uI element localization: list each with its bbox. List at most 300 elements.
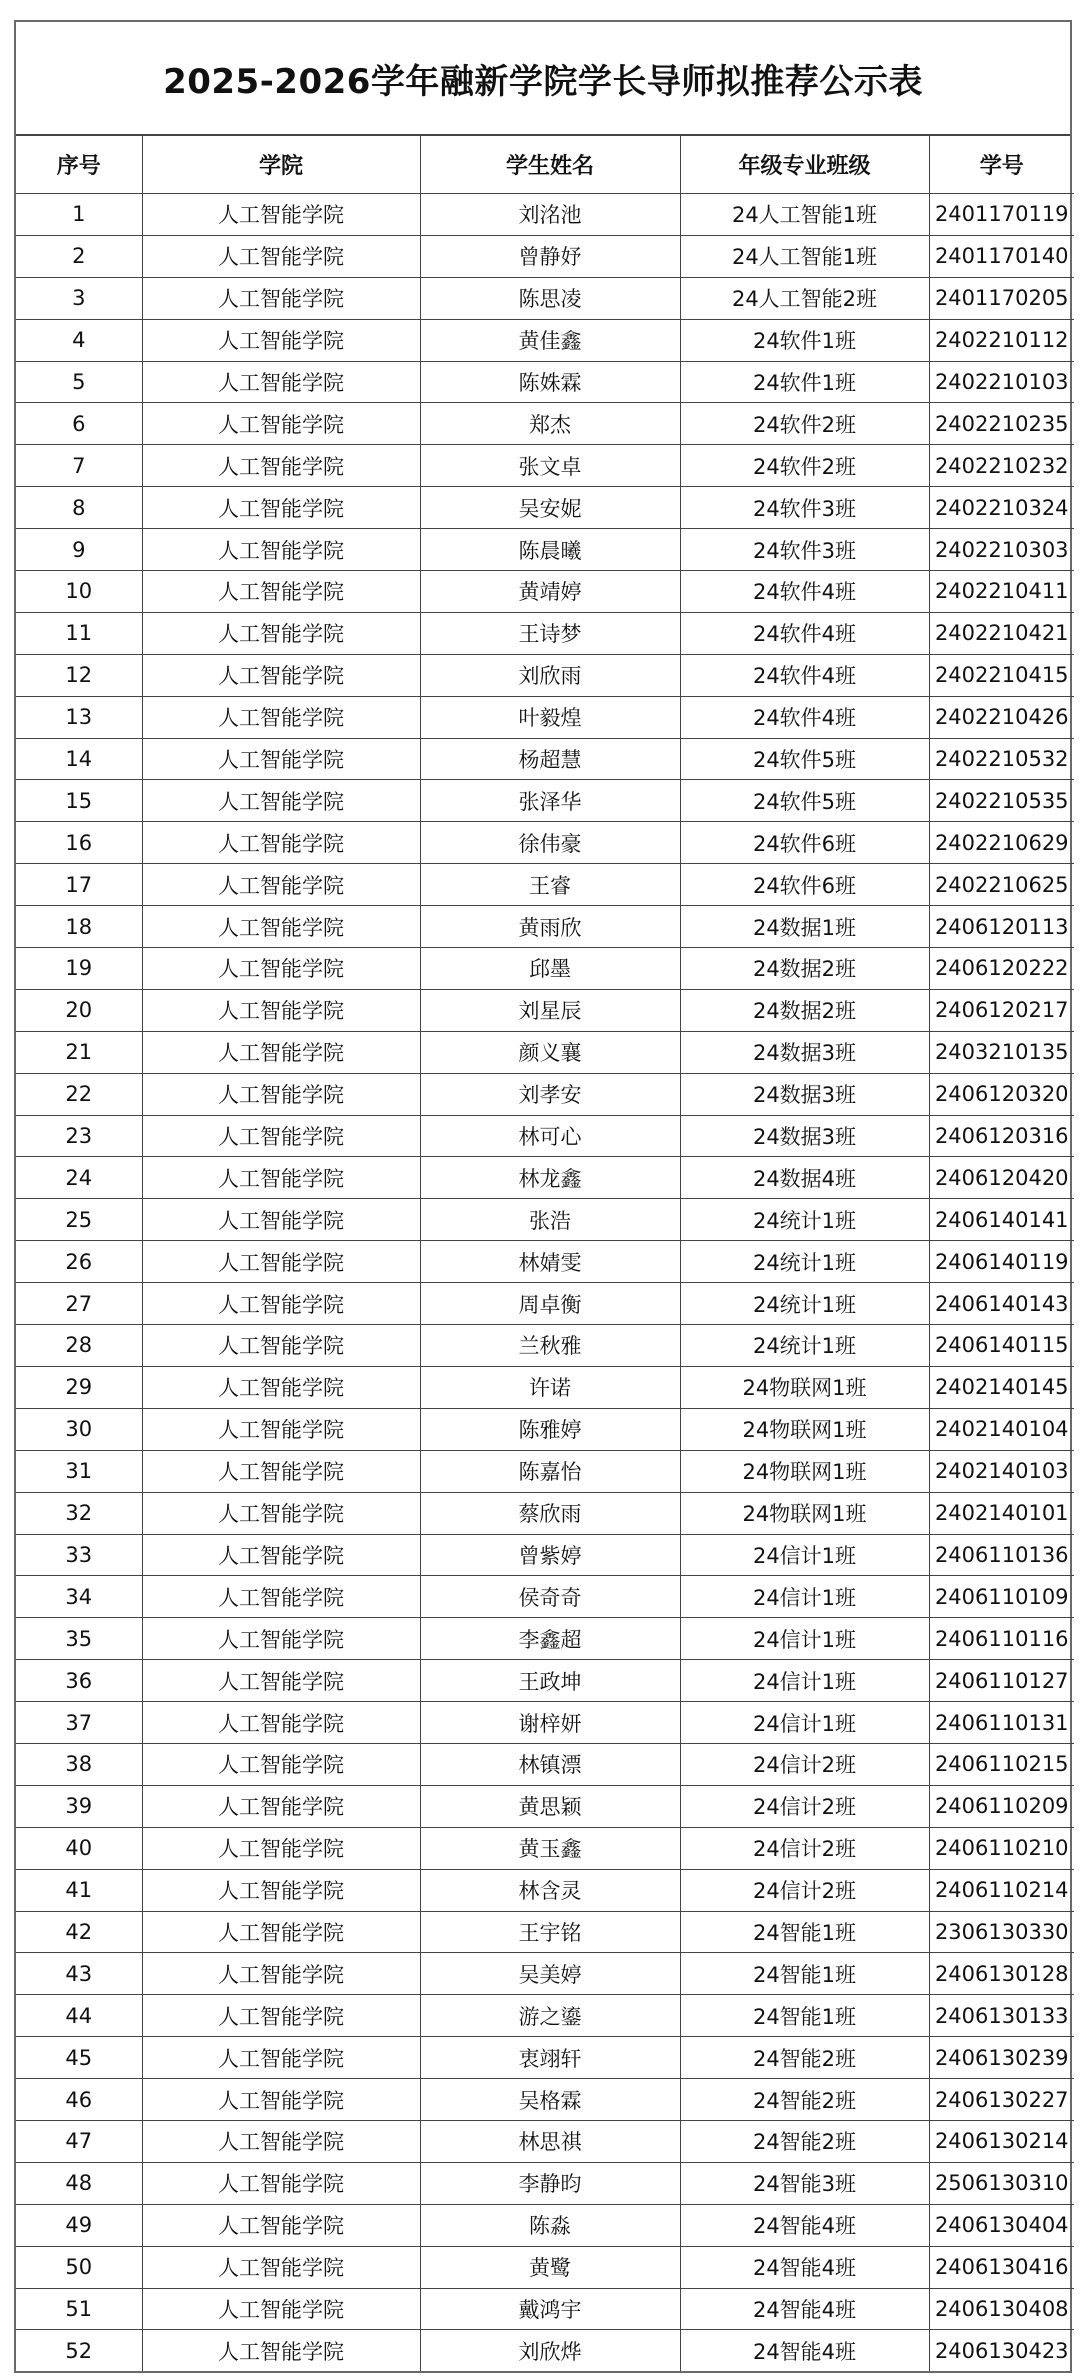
cell-college: 人工智能学院 [142,2288,420,2330]
cell-student-id: 2406120316 [929,1115,1074,1157]
table-row [16,1241,1074,1283]
table-row [16,1450,1074,1492]
cell-name: 王政坤 [420,1660,680,1702]
cell-index: 20 [16,989,142,1031]
table-row [16,277,1074,319]
cell-index: 47 [16,2120,142,2162]
cell-index: 13 [16,696,142,738]
cell-index: 12 [16,654,142,696]
cell-student-id: 2402210112 [929,319,1074,361]
cell-college: 人工智能学院 [142,1534,420,1576]
cell-student-id: 2402210303 [929,529,1074,571]
cell-name: 黄佳鑫 [420,319,680,361]
table-row [16,235,1074,277]
cell-college: 人工智能学院 [142,1366,420,1408]
cell-class: 24软件5班 [680,738,929,780]
cell-college: 人工智能学院 [142,1785,420,1827]
cell-student-id: 2402210535 [929,780,1074,822]
cell-college: 人工智能学院 [142,654,420,696]
cell-college: 人工智能学院 [142,1157,420,1199]
cell-index: 42 [16,1911,142,1953]
table-row [16,612,1074,654]
cell-name: 陈晨曦 [420,529,680,571]
cell-class: 24人工智能1班 [680,235,929,277]
table-row [16,1827,1074,1869]
cell-college: 人工智能学院 [142,696,420,738]
cell-student-id: 2406140141 [929,1199,1074,1241]
cell-college: 人工智能学院 [142,1911,420,1953]
cell-class: 24软件5班 [680,780,929,822]
cell-class: 24数据1班 [680,906,929,948]
cell-college: 人工智能学院 [142,1618,420,1660]
cell-student-id: 2406130404 [929,2204,1074,2246]
table-row [16,1869,1074,1911]
cell-index: 27 [16,1283,142,1325]
table-row [16,1618,1074,1660]
cell-index: 48 [16,2162,142,2204]
cell-index: 41 [16,1869,142,1911]
cell-name: 刘欣烨 [420,2330,680,2371]
cell-college: 人工智能学院 [142,2037,420,2079]
cell-student-id: 2406130214 [929,2120,1074,2162]
table-row [16,2037,1074,2079]
cell-student-id: 2402140104 [929,1408,1074,1450]
cell-name: 林镇漂 [420,1743,680,1785]
cell-name: 黄玉鑫 [420,1827,680,1869]
cell-name: 张浩 [420,1199,680,1241]
cell-class: 24智能4班 [680,2330,929,2371]
cell-college: 人工智能学院 [142,1073,420,1115]
cell-index: 23 [16,1115,142,1157]
cell-index: 36 [16,1660,142,1702]
cell-college: 人工智能学院 [142,1115,420,1157]
cell-index: 16 [16,822,142,864]
table-row [16,445,1074,487]
cell-name: 衷翊轩 [420,2037,680,2079]
cell-index: 37 [16,1702,142,1744]
cell-class: 24智能4班 [680,2288,929,2330]
cell-index: 18 [16,906,142,948]
cell-student-id: 2406120320 [929,1073,1074,1115]
table-row [16,948,1074,990]
cell-class: 24智能2班 [680,2079,929,2121]
header-college: 学院 [142,136,420,194]
cell-college: 人工智能学院 [142,2204,420,2246]
cell-student-id: 2401170205 [929,277,1074,319]
cell-student-id: 2406120420 [929,1157,1074,1199]
cell-student-id: 2406140143 [929,1283,1074,1325]
table-row [16,1157,1074,1199]
table-row [16,2330,1074,2371]
cell-index: 5 [16,361,142,403]
cell-college: 人工智能学院 [142,1869,420,1911]
cell-name: 陈姝霖 [420,361,680,403]
cell-student-id: 2406110136 [929,1534,1074,1576]
cell-index: 32 [16,1492,142,1534]
cell-class: 24智能4班 [680,2204,929,2246]
cell-class: 24数据2班 [680,948,929,990]
cell-class: 24信计2班 [680,1785,929,1827]
cell-index: 19 [16,948,142,990]
cell-class: 24软件1班 [680,319,929,361]
cell-class: 24物联网1班 [680,1450,929,1492]
cell-college: 人工智能学院 [142,1953,420,1995]
cell-name: 叶毅煌 [420,696,680,738]
cell-name: 颜义襄 [420,1031,680,1073]
cell-student-id: 2406110214 [929,1869,1074,1911]
table-row [16,989,1074,1031]
cell-name: 吴美婷 [420,1953,680,1995]
cell-class: 24智能1班 [680,1953,929,1995]
cell-name: 刘欣雨 [420,654,680,696]
cell-college: 人工智能学院 [142,2120,420,2162]
table-row [16,696,1074,738]
cell-student-id: 2402210232 [929,445,1074,487]
cell-index: 49 [16,2204,142,2246]
cell-name: 刘洺池 [420,194,680,236]
cell-index: 21 [16,1031,142,1073]
cell-class: 24信计1班 [680,1702,929,1744]
cell-student-id: 2402210411 [929,571,1074,613]
cell-college: 人工智能学院 [142,989,420,1031]
cell-college: 人工智能学院 [142,319,420,361]
cell-name: 张泽华 [420,780,680,822]
table-row [16,1283,1074,1325]
header-index: 序号 [16,136,142,194]
cell-index: 40 [16,1827,142,1869]
cell-class: 24数据2班 [680,989,929,1031]
cell-student-id: 2402210415 [929,654,1074,696]
cell-college: 人工智能学院 [142,2162,420,2204]
cell-student-id: 2406130423 [929,2330,1074,2371]
cell-index: 29 [16,1366,142,1408]
cell-name: 陈嘉怡 [420,1450,680,1492]
cell-name: 曾紫婷 [420,1534,680,1576]
cell-class: 24物联网1班 [680,1366,929,1408]
cell-index: 4 [16,319,142,361]
cell-student-id: 2406140119 [929,1241,1074,1283]
cell-name: 陈淼 [420,2204,680,2246]
cell-name: 陈思凌 [420,277,680,319]
cell-student-id: 2406130227 [929,2079,1074,2121]
cell-class: 24软件6班 [680,822,929,864]
cell-index: 8 [16,487,142,529]
cell-index: 31 [16,1450,142,1492]
cell-student-id: 2402140145 [929,1366,1074,1408]
cell-name: 徐伟豪 [420,822,680,864]
table-row [16,1660,1074,1702]
table-row [16,1325,1074,1367]
cell-class: 24软件1班 [680,361,929,403]
cell-student-id: 2402140103 [929,1450,1074,1492]
header-student-id: 学号 [929,136,1074,194]
cell-name: 王诗梦 [420,612,680,654]
table-row [16,1115,1074,1157]
cell-name: 蔡欣雨 [420,1492,680,1534]
table-row [16,2120,1074,2162]
cell-index: 6 [16,403,142,445]
cell-class: 24软件2班 [680,403,929,445]
table-body [16,194,1074,2372]
cell-name: 戴鸿宇 [420,2288,680,2330]
cell-student-id: 2402210426 [929,696,1074,738]
cell-college: 人工智能学院 [142,612,420,654]
cell-name: 林婧雯 [420,1241,680,1283]
cell-class: 24人工智能1班 [680,194,929,236]
cell-index: 3 [16,277,142,319]
cell-college: 人工智能学院 [142,1702,420,1744]
cell-index: 15 [16,780,142,822]
cell-index: 34 [16,1576,142,1618]
cell-student-id: 2402210324 [929,487,1074,529]
cell-index: 24 [16,1157,142,1199]
cell-class: 24智能1班 [680,1995,929,2037]
table-row [16,1911,1074,1953]
cell-index: 44 [16,1995,142,2037]
cell-student-id: 2406130408 [929,2288,1074,2330]
cell-student-id: 2406130128 [929,1953,1074,1995]
cell-index: 26 [16,1241,142,1283]
cell-college: 人工智能学院 [142,1450,420,1492]
cell-student-id: 2406130239 [929,2037,1074,2079]
table-row [16,194,1074,236]
cell-student-id: 2403210135 [929,1031,1074,1073]
cell-name: 李静昀 [420,2162,680,2204]
cell-college: 人工智能学院 [142,1576,420,1618]
cell-index: 46 [16,2079,142,2121]
cell-college: 人工智能学院 [142,1199,420,1241]
cell-index: 2 [16,235,142,277]
cell-student-id: 2406120222 [929,948,1074,990]
cell-index: 35 [16,1618,142,1660]
cell-name: 周卓衡 [420,1283,680,1325]
cell-index: 52 [16,2330,142,2371]
cell-college: 人工智能学院 [142,1995,420,2037]
table-row [16,822,1074,864]
cell-class: 24统计1班 [680,1283,929,1325]
cell-college: 人工智能学院 [142,445,420,487]
cell-name: 吴格霖 [420,2079,680,2121]
table-row [16,1702,1074,1744]
cell-name: 林可心 [420,1115,680,1157]
cell-class: 24智能1班 [680,1911,929,1953]
cell-name: 吴安妮 [420,487,680,529]
cell-class: 24软件3班 [680,529,929,571]
table-row [16,1073,1074,1115]
cell-name: 陈雅婷 [420,1408,680,1450]
cell-index: 43 [16,1953,142,1995]
cell-student-id: 2402210421 [929,612,1074,654]
cell-student-id: 2406110116 [929,1618,1074,1660]
cell-index: 7 [16,445,142,487]
cell-class: 24软件4班 [680,571,929,613]
cell-college: 人工智能学院 [142,906,420,948]
cell-college: 人工智能学院 [142,864,420,906]
cell-name: 王睿 [420,864,680,906]
cell-index: 11 [16,612,142,654]
table-row [16,319,1074,361]
cell-class: 24软件4班 [680,696,929,738]
cell-class: 24信计2班 [680,1869,929,1911]
table-row [16,1785,1074,1827]
cell-name: 杨超慧 [420,738,680,780]
table-row [16,529,1074,571]
cell-class: 24数据3班 [680,1073,929,1115]
cell-student-id: 2406130416 [929,2246,1074,2288]
cell-college: 人工智能学院 [142,2246,420,2288]
cell-student-id: 2406140115 [929,1325,1074,1367]
cell-college: 人工智能学院 [142,1241,420,1283]
cell-index: 25 [16,1199,142,1241]
table-row [16,2162,1074,2204]
cell-name: 林含灵 [420,1869,680,1911]
cell-class: 24智能3班 [680,2162,929,2204]
table-row [16,487,1074,529]
cell-class: 24软件4班 [680,654,929,696]
cell-college: 人工智能学院 [142,1408,420,1450]
table-row [16,1534,1074,1576]
table-row [16,906,1074,948]
cell-college: 人工智能学院 [142,1283,420,1325]
cell-name: 林思祺 [420,2120,680,2162]
cell-class: 24信计1班 [680,1660,929,1702]
cell-name: 林龙鑫 [420,1157,680,1199]
table-row [16,403,1074,445]
cell-college: 人工智能学院 [142,571,420,613]
cell-college: 人工智能学院 [142,1031,420,1073]
cell-class: 24信计1班 [680,1534,929,1576]
roster-table [16,136,1074,2371]
cell-name: 邱墨 [420,948,680,990]
cell-college: 人工智能学院 [142,738,420,780]
cell-class: 24智能2班 [680,2120,929,2162]
cell-class: 24人工智能2班 [680,277,929,319]
cell-class: 24统计1班 [680,1199,929,1241]
cell-student-id: 2402210625 [929,864,1074,906]
cell-student-id: 2406110210 [929,1827,1074,1869]
table-row [16,1995,1074,2037]
cell-name: 侯奇奇 [420,1576,680,1618]
cell-index: 45 [16,2037,142,2079]
cell-class: 24信计2班 [680,1827,929,1869]
cell-class: 24统计1班 [680,1241,929,1283]
table-row [16,1199,1074,1241]
cell-college: 人工智能学院 [142,948,420,990]
cell-name: 黄雨欣 [420,906,680,948]
cell-college: 人工智能学院 [142,2330,420,2371]
cell-college: 人工智能学院 [142,277,420,319]
cell-student-id: 2402210235 [929,403,1074,445]
header-name: 学生姓名 [420,136,680,194]
cell-index: 38 [16,1743,142,1785]
cell-index: 28 [16,1325,142,1367]
cell-college: 人工智能学院 [142,1325,420,1367]
cell-index: 39 [16,1785,142,1827]
cell-name: 李鑫超 [420,1618,680,1660]
cell-college: 人工智能学院 [142,487,420,529]
table-row [16,1366,1074,1408]
cell-name: 曾静妤 [420,235,680,277]
cell-class: 24数据3班 [680,1031,929,1073]
cell-index: 22 [16,1073,142,1115]
cell-class: 24统计1班 [680,1325,929,1367]
cell-student-id: 2406110127 [929,1660,1074,1702]
cell-index: 1 [16,194,142,236]
cell-student-id: 2506130310 [929,2162,1074,2204]
cell-student-id: 2406110209 [929,1785,1074,1827]
cell-name: 刘星辰 [420,989,680,1031]
cell-name: 兰秋雅 [420,1325,680,1367]
cell-student-id: 2401170119 [929,194,1074,236]
cell-class: 24智能2班 [680,2037,929,2079]
cell-index: 51 [16,2288,142,2330]
cell-class: 24信计2班 [680,1743,929,1785]
table-row [16,1031,1074,1073]
cell-college: 人工智能学院 [142,403,420,445]
cell-index: 14 [16,738,142,780]
cell-student-id: 2406120217 [929,989,1074,1031]
cell-student-id: 2406120113 [929,906,1074,948]
cell-index: 33 [16,1534,142,1576]
cell-name: 黄鹭 [420,2246,680,2288]
cell-name: 郑杰 [420,403,680,445]
cell-college: 人工智能学院 [142,361,420,403]
cell-index: 17 [16,864,142,906]
cell-name: 王宇铭 [420,1911,680,1953]
table-row [16,780,1074,822]
cell-student-id: 2402140101 [929,1492,1074,1534]
cell-college: 人工智能学院 [142,235,420,277]
cell-name: 张文卓 [420,445,680,487]
table-header-row [16,136,1074,194]
cell-class: 24物联网1班 [680,1408,929,1450]
cell-class: 24智能4班 [680,2246,929,2288]
cell-college: 人工智能学院 [142,780,420,822]
table-row [16,361,1074,403]
header-class: 年级专业班级 [680,136,929,194]
table-row [16,738,1074,780]
cell-student-id: 2306130330 [929,1911,1074,1953]
cell-student-id: 2402210629 [929,822,1074,864]
cell-college: 人工智能学院 [142,1660,420,1702]
table-row [16,571,1074,613]
table-row [16,864,1074,906]
cell-class: 24物联网1班 [680,1492,929,1534]
cell-index: 10 [16,571,142,613]
cell-student-id: 2406110215 [929,1743,1074,1785]
cell-student-id: 2406110131 [929,1702,1074,1744]
cell-college: 人工智能学院 [142,1492,420,1534]
cell-name: 谢梓妍 [420,1702,680,1744]
page-title: 2025-2026学年融新学院学长导师拟推荐公示表 [16,22,1070,136]
table-frame [14,20,1072,2373]
cell-student-id: 2406130133 [929,1995,1074,2037]
cell-class: 24软件4班 [680,612,929,654]
cell-name: 刘孝安 [420,1073,680,1115]
cell-name: 许诺 [420,1366,680,1408]
cell-index: 9 [16,529,142,571]
cell-college: 人工智能学院 [142,1827,420,1869]
table-row [16,654,1074,696]
cell-name: 黄思颖 [420,1785,680,1827]
cell-class: 24数据3班 [680,1115,929,1157]
table-row [16,1576,1074,1618]
table-row [16,2288,1074,2330]
cell-class: 24软件6班 [680,864,929,906]
cell-college: 人工智能学院 [142,1743,420,1785]
cell-college: 人工智能学院 [142,2079,420,2121]
table-row [16,1492,1074,1534]
